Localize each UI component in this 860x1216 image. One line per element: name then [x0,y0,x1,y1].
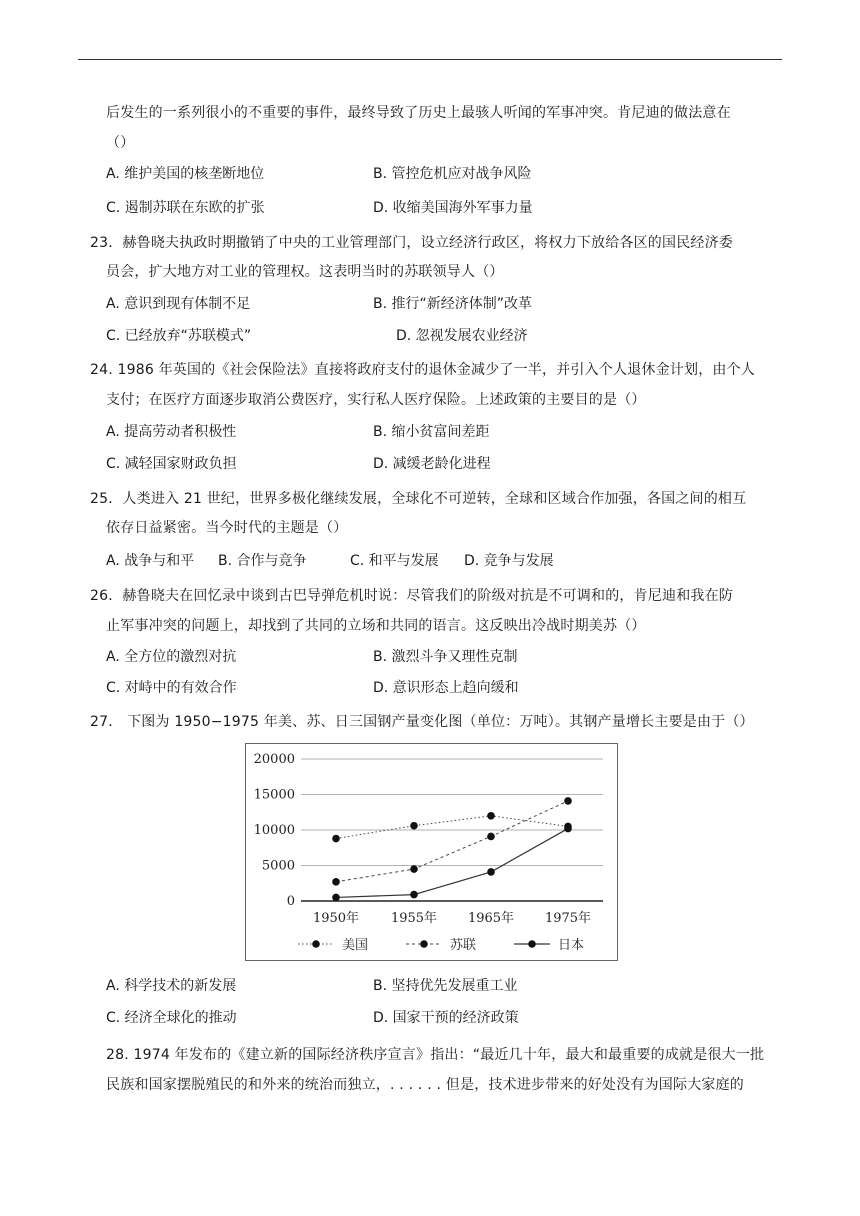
legend-marker [528,940,536,948]
q25-option-b[interactable]: B. 合作与竞争 [218,553,307,569]
q23-option-d[interactable]: D. 忽视发展农业经济 [396,328,528,344]
q23-option-a[interactable]: A. 意识到现有体制不足 [106,296,251,312]
q24-option-d[interactable]: D. 减缓老龄化进程 [373,456,491,472]
q27-option-b[interactable]: B. 坚持优先发展重工业 [373,978,518,994]
data-point [487,812,495,820]
q27-option-a[interactable]: A. 科学技术的新发展 [106,978,237,994]
q27-stem-line1: 27． 下图为 1950−1975 年美、苏、日三国钢产量变化图（单位：万吨）。其钢产量增长主要是由于（） [90,714,754,730]
header-rule [78,59,782,60]
legend-label-3: 日本 [558,938,585,953]
q24-option-c[interactable]: C. 减轻国家财政负担 [106,456,237,472]
y-tick-label: 5000 [261,858,295,874]
q24-stem-line1: 24. 1986 年英国的《社会保险法》直接将政府支付的退休金减少了一半，并引入个人退休金计划，由个人 [90,362,755,378]
q26-option-c[interactable]: C. 对峙中的有效合作 [106,680,237,696]
q25-option-d[interactable]: D. 竞争与发展 [464,553,554,569]
q26-stem-line2: 止军事冲突的问题上，却找到了共同的立场和共同的语言。这反映出冷战时期美苏（） [106,618,646,634]
y-tick-label: 15000 [253,787,295,803]
data-point [410,865,418,873]
data-point [564,825,572,833]
x-tick-label: 1975年 [544,911,592,926]
y-tick-label: 0 [286,894,295,909]
legend-marker [312,940,320,948]
series-line-1 [336,816,568,839]
q24-option-a[interactable]: A. 提高劳动者积极性 [106,424,237,440]
q25-stem-line1: 25．人类进入 21 世纪，世界多极化继续发展，全球化不可逆转，全球和区域合作加强，各国之间的相互 [90,491,747,507]
data-point [487,833,495,841]
x-tick-label: 1965年 [467,911,515,926]
q26-stem-line1: 26．赫鲁晓夫在回忆录中谈到古巴导弹危机时说：尽管我们的阶级对抗是不可调和的，肯尼迪和我在防 [90,588,734,604]
q22-option-c[interactable]: C. 遏制苏联在东欧的扩张 [106,200,265,216]
q25-option-c[interactable]: C. 和平与发展 [350,553,439,569]
q22-option-d[interactable]: D. 收缩美国海外军事力量 [373,200,533,216]
q25-stem-line2: 依存日益紧密。当今时代的主题是（） [106,520,348,536]
q24-stem-line2: 支付；在医疗方面逐步取消公费医疗，实行私人医疗保险。上述政策的主要目的是（） [106,392,646,408]
legend-label-2: 苏联 [450,938,477,953]
series-line-3 [336,829,568,898]
data-point [410,891,418,899]
q26-option-b[interactable]: B. 激烈斗争又理性克制 [373,649,518,665]
data-point [564,797,572,805]
data-point [410,822,418,830]
legend-label-1: 美国 [342,938,369,953]
q26-option-a[interactable]: A. 全方位的激烈对抗 [106,649,237,665]
legend-marker [420,940,428,948]
chart-svg [246,744,617,960]
y-tick-label: 10000 [253,823,295,838]
data-point [332,878,340,886]
q23-option-b[interactable]: B. 推行“新经济体制”改革 [373,296,533,312]
q28-stem-line2: 民族和国家摆脱殖民的和外来的统治而独立，. . . . . . 但是，技术进步带来的好处没有为国际大家庭的 [106,1077,744,1093]
q22-stem-line2: （） [106,135,135,151]
q23-stem-line2: 员会，扩大地方对工业的管理权。这表明当时的苏联领导人（） [106,264,504,280]
series-line-2 [336,801,568,882]
q28-stem-line1: 28. 1974 年发布的《建立新的国际经济秩序宣言》指出：“最近几十年，最大和最重要的成就是很大一批 [106,1047,765,1063]
q25-option-a[interactable]: A. 战争与和平 [106,553,195,569]
q27-option-d[interactable]: D. 国家干预的经济政策 [373,1010,519,1026]
y-tick-label: 20000 [253,752,295,767]
x-tick-label: 1955年 [390,911,438,926]
data-point [332,894,340,902]
q27-option-c[interactable]: C. 经济全球化的推动 [106,1010,237,1026]
q22-stem-line1: 后发生的一系列很小的不重要的事件，最终导致了历史上最骇人听闻的军事冲突。肯尼迪的做法意在 [106,105,731,121]
x-tick-label: 1950年 [312,911,360,926]
data-point [487,868,495,876]
q23-stem-line1: 23．赫鲁晓夫执政时期撤销了中央的工业管理部门，设立经济行政区，将权力下放给各区的国民经济委 [90,235,734,251]
q22-option-a[interactable]: A. 维护美国的核垄断地位 [106,166,265,182]
q24-option-b[interactable]: B. 缩小贫富间差距 [373,424,490,440]
steel-output-chart [245,743,618,961]
q22-option-b[interactable]: B. 管控危机应对战争风险 [373,166,532,182]
q26-option-d[interactable]: D. 意识形态上趋向缓和 [373,680,519,696]
data-point [332,835,340,843]
q23-option-c[interactable]: C. 已经放弃“苏联模式” [106,328,252,344]
